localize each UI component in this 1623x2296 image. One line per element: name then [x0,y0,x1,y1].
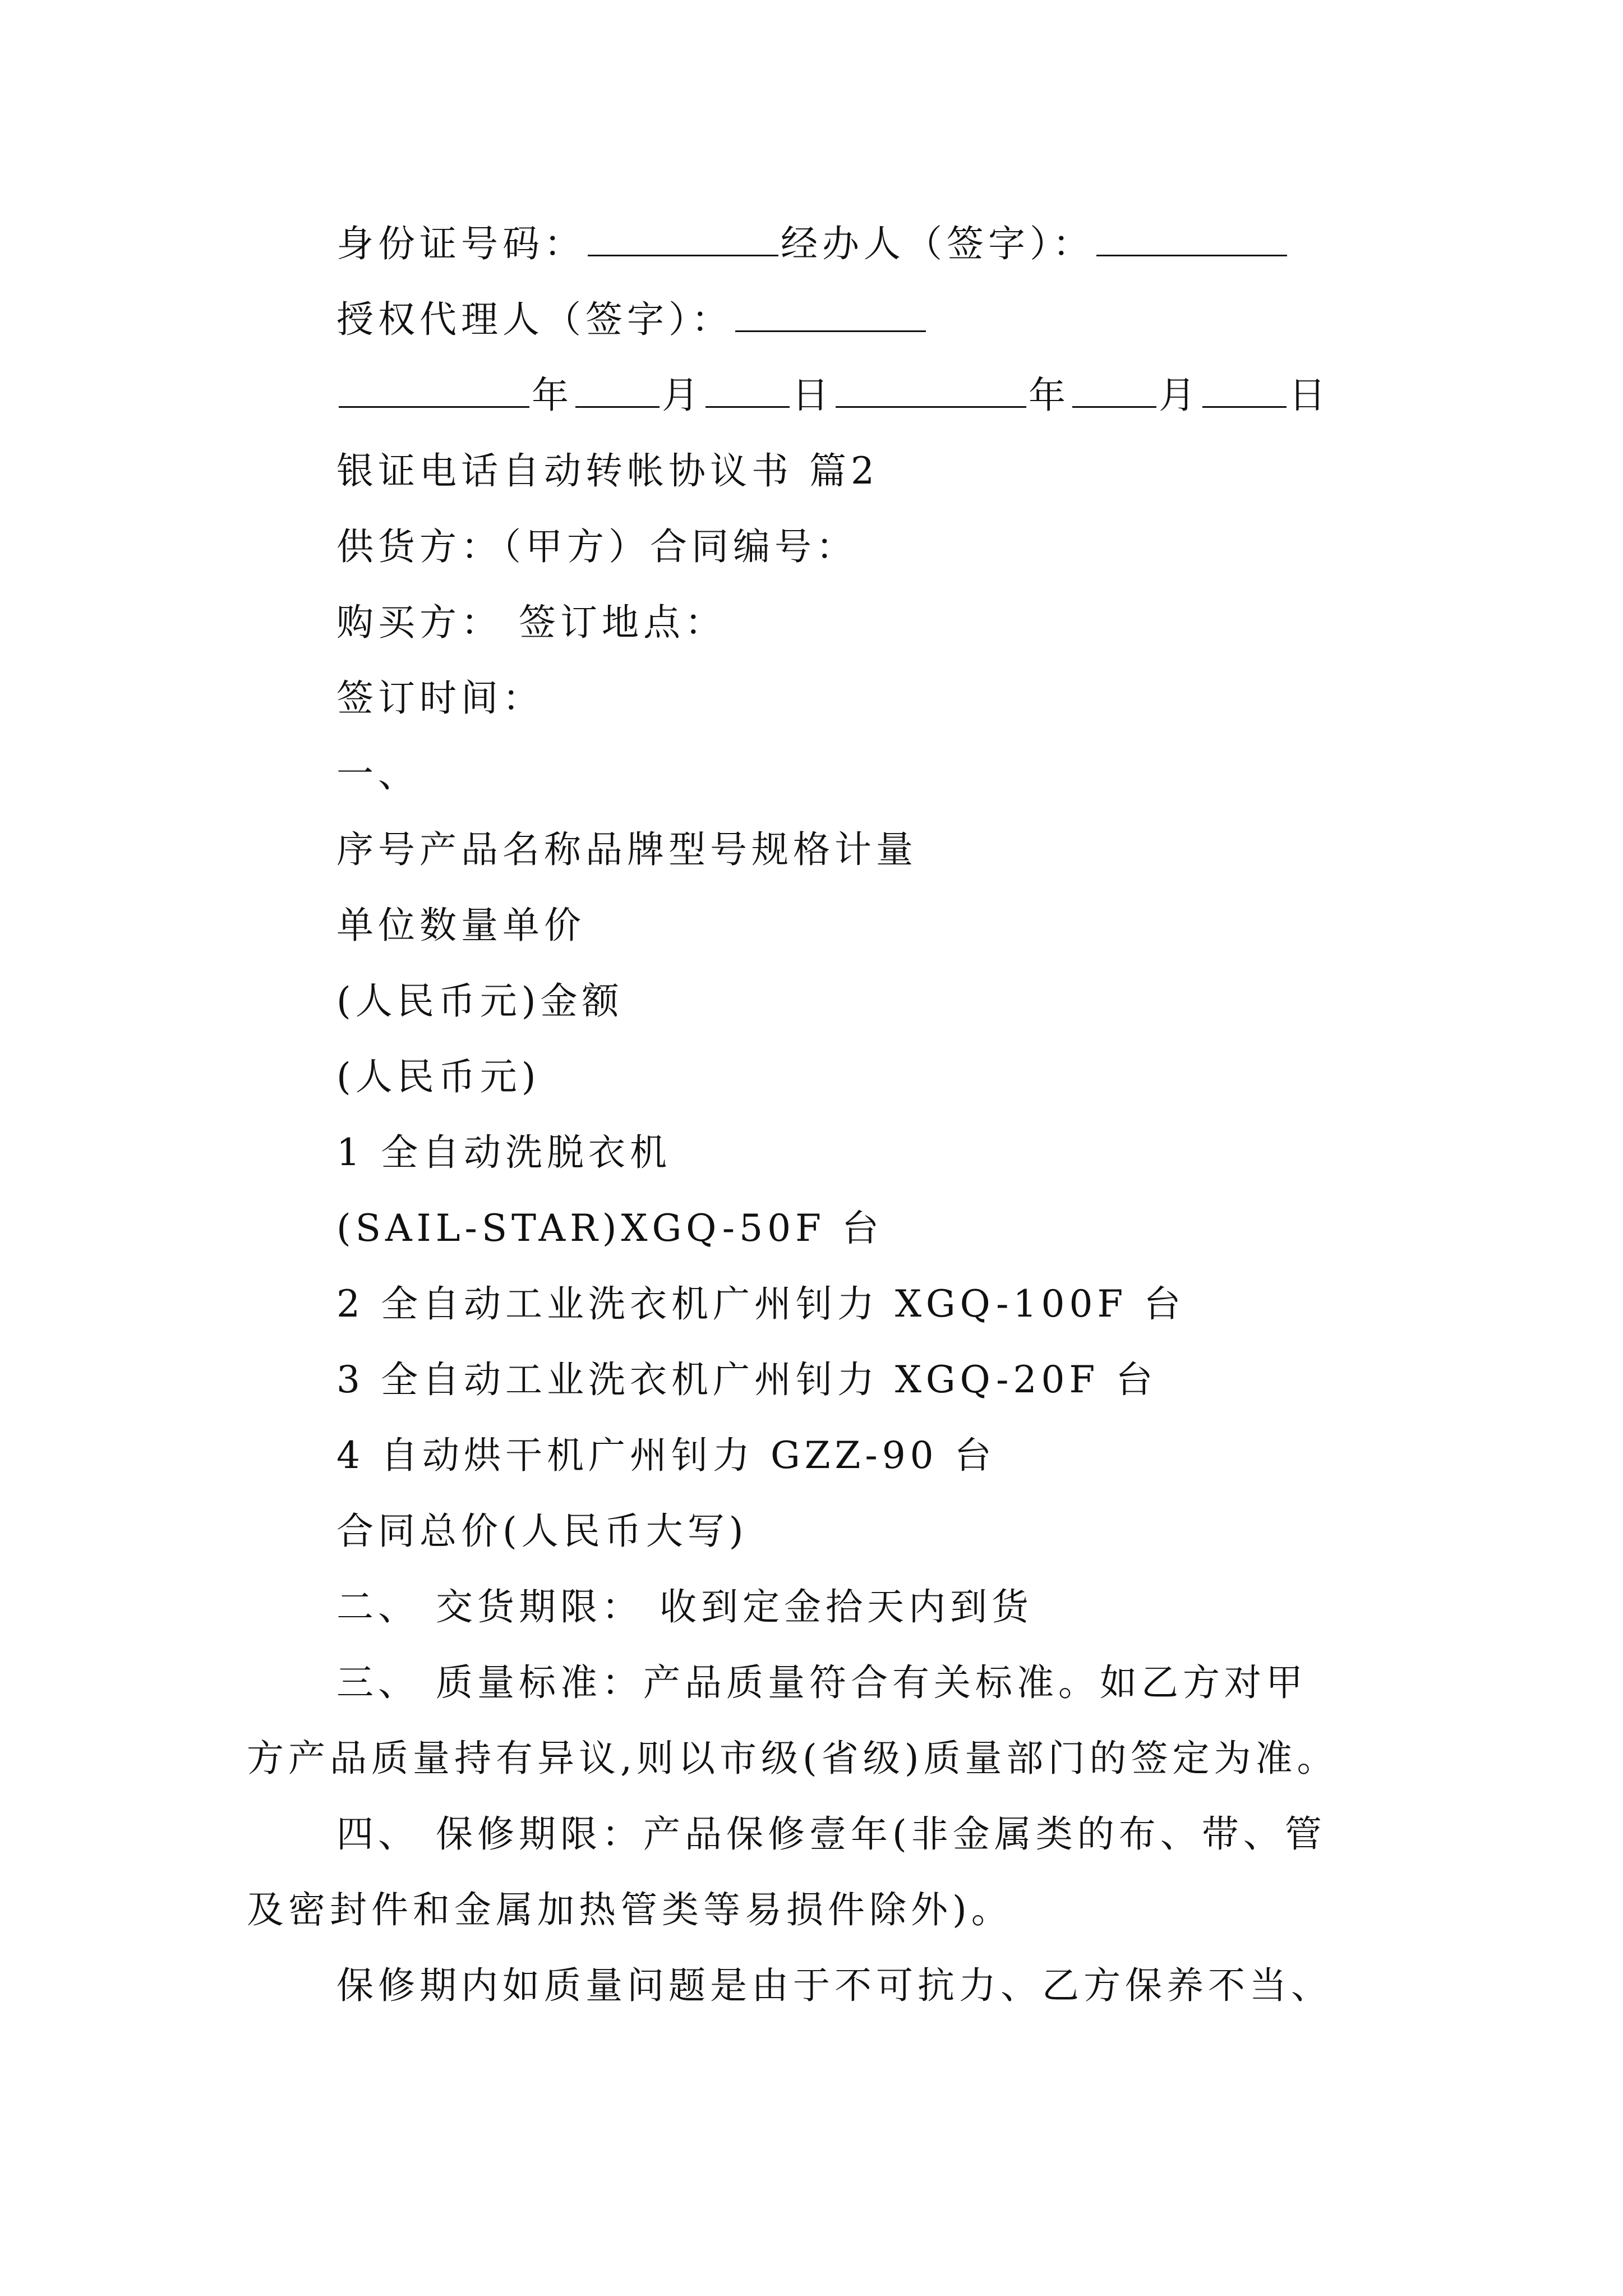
month-blank-1 [575,371,660,408]
supplier-line: 供货方：（甲方）合同编号： [336,525,857,568]
month-blank-2 [1072,371,1156,408]
id-handler-line [336,219,1289,269]
year-label-1: 年 [532,374,573,417]
quality-clause-line-2: 方产品质量持有异议,则以市级(省级)质量部门的签定为准。 [247,1737,1339,1780]
day-label-2: 日 [1289,374,1330,417]
handler-label: 经办人（签字）： [781,222,1094,265]
item-line-1: 1 全自动洗脱衣机 [336,1131,671,1174]
day-blank-1 [706,371,790,408]
warranty-clause-line-1: 四、 保修期限：产品保修壹年(非金属类的布、带、管 [336,1812,1326,1856]
agent-line [336,295,928,345]
quality-clause-line-1: 三、 质量标准：产品质量符合有关标准。如乙方对甲 [336,1661,1307,1704]
id-number-blank [588,220,778,256]
agent-label: 授权代理人（签字）： [336,298,733,341]
warranty-clause-line-3: 保修期内如质量问题是由于不可抗力、乙方保养不当、 [336,1964,1332,2007]
buyer-line: 购买方： 签订地点： [336,601,726,644]
sign-time-line: 签订时间： [336,677,544,720]
table-header-line-3: (人民币元)金额 [336,979,624,1023]
delivery-clause: 二、 交货期限： 收到定金拾天内到货 [336,1585,1033,1628]
year-blank-1 [339,371,529,408]
agent-blank [735,296,926,332]
day-label-1: 日 [792,374,833,417]
item-line-3: 2 全自动工业洗衣机广州钊力 XGQ-100F 台 [336,1282,1186,1326]
date-line [336,370,1330,421]
month-label-2: 月 [1159,374,1200,417]
table-header-line-2: 单位数量单价 [336,904,585,947]
table-header-line-1: 序号产品名称品牌型号规格计量 [336,828,917,871]
id-number-label: 身份证号码： [336,222,585,265]
item-line-2: (SAIL-STAR)XGQ-50F 台 [336,1207,883,1250]
day-blank-2 [1202,371,1287,408]
document-heading: 银证电话自动转帐协议书 篇2 [336,449,879,493]
section-one-heading: 一、 [336,752,419,795]
warranty-clause-line-2: 及密封件和金属加热管类等易损件除外)。 [247,1888,1013,1931]
item-line-5: 4 自动烘干机广州钊力 GZZ-90 台 [336,1434,996,1477]
year-label-2: 年 [1029,374,1070,417]
handler-blank [1096,220,1287,256]
month-label-1: 月 [662,374,703,417]
item-line-4: 3 全自动工业洗衣机广州钊力 XGQ-20F 台 [336,1358,1158,1401]
table-header-line-4: (人民币元) [336,1055,541,1098]
year-blank-2 [836,371,1026,408]
total-price-line: 合同总价(人民币大写) [336,1510,748,1553]
